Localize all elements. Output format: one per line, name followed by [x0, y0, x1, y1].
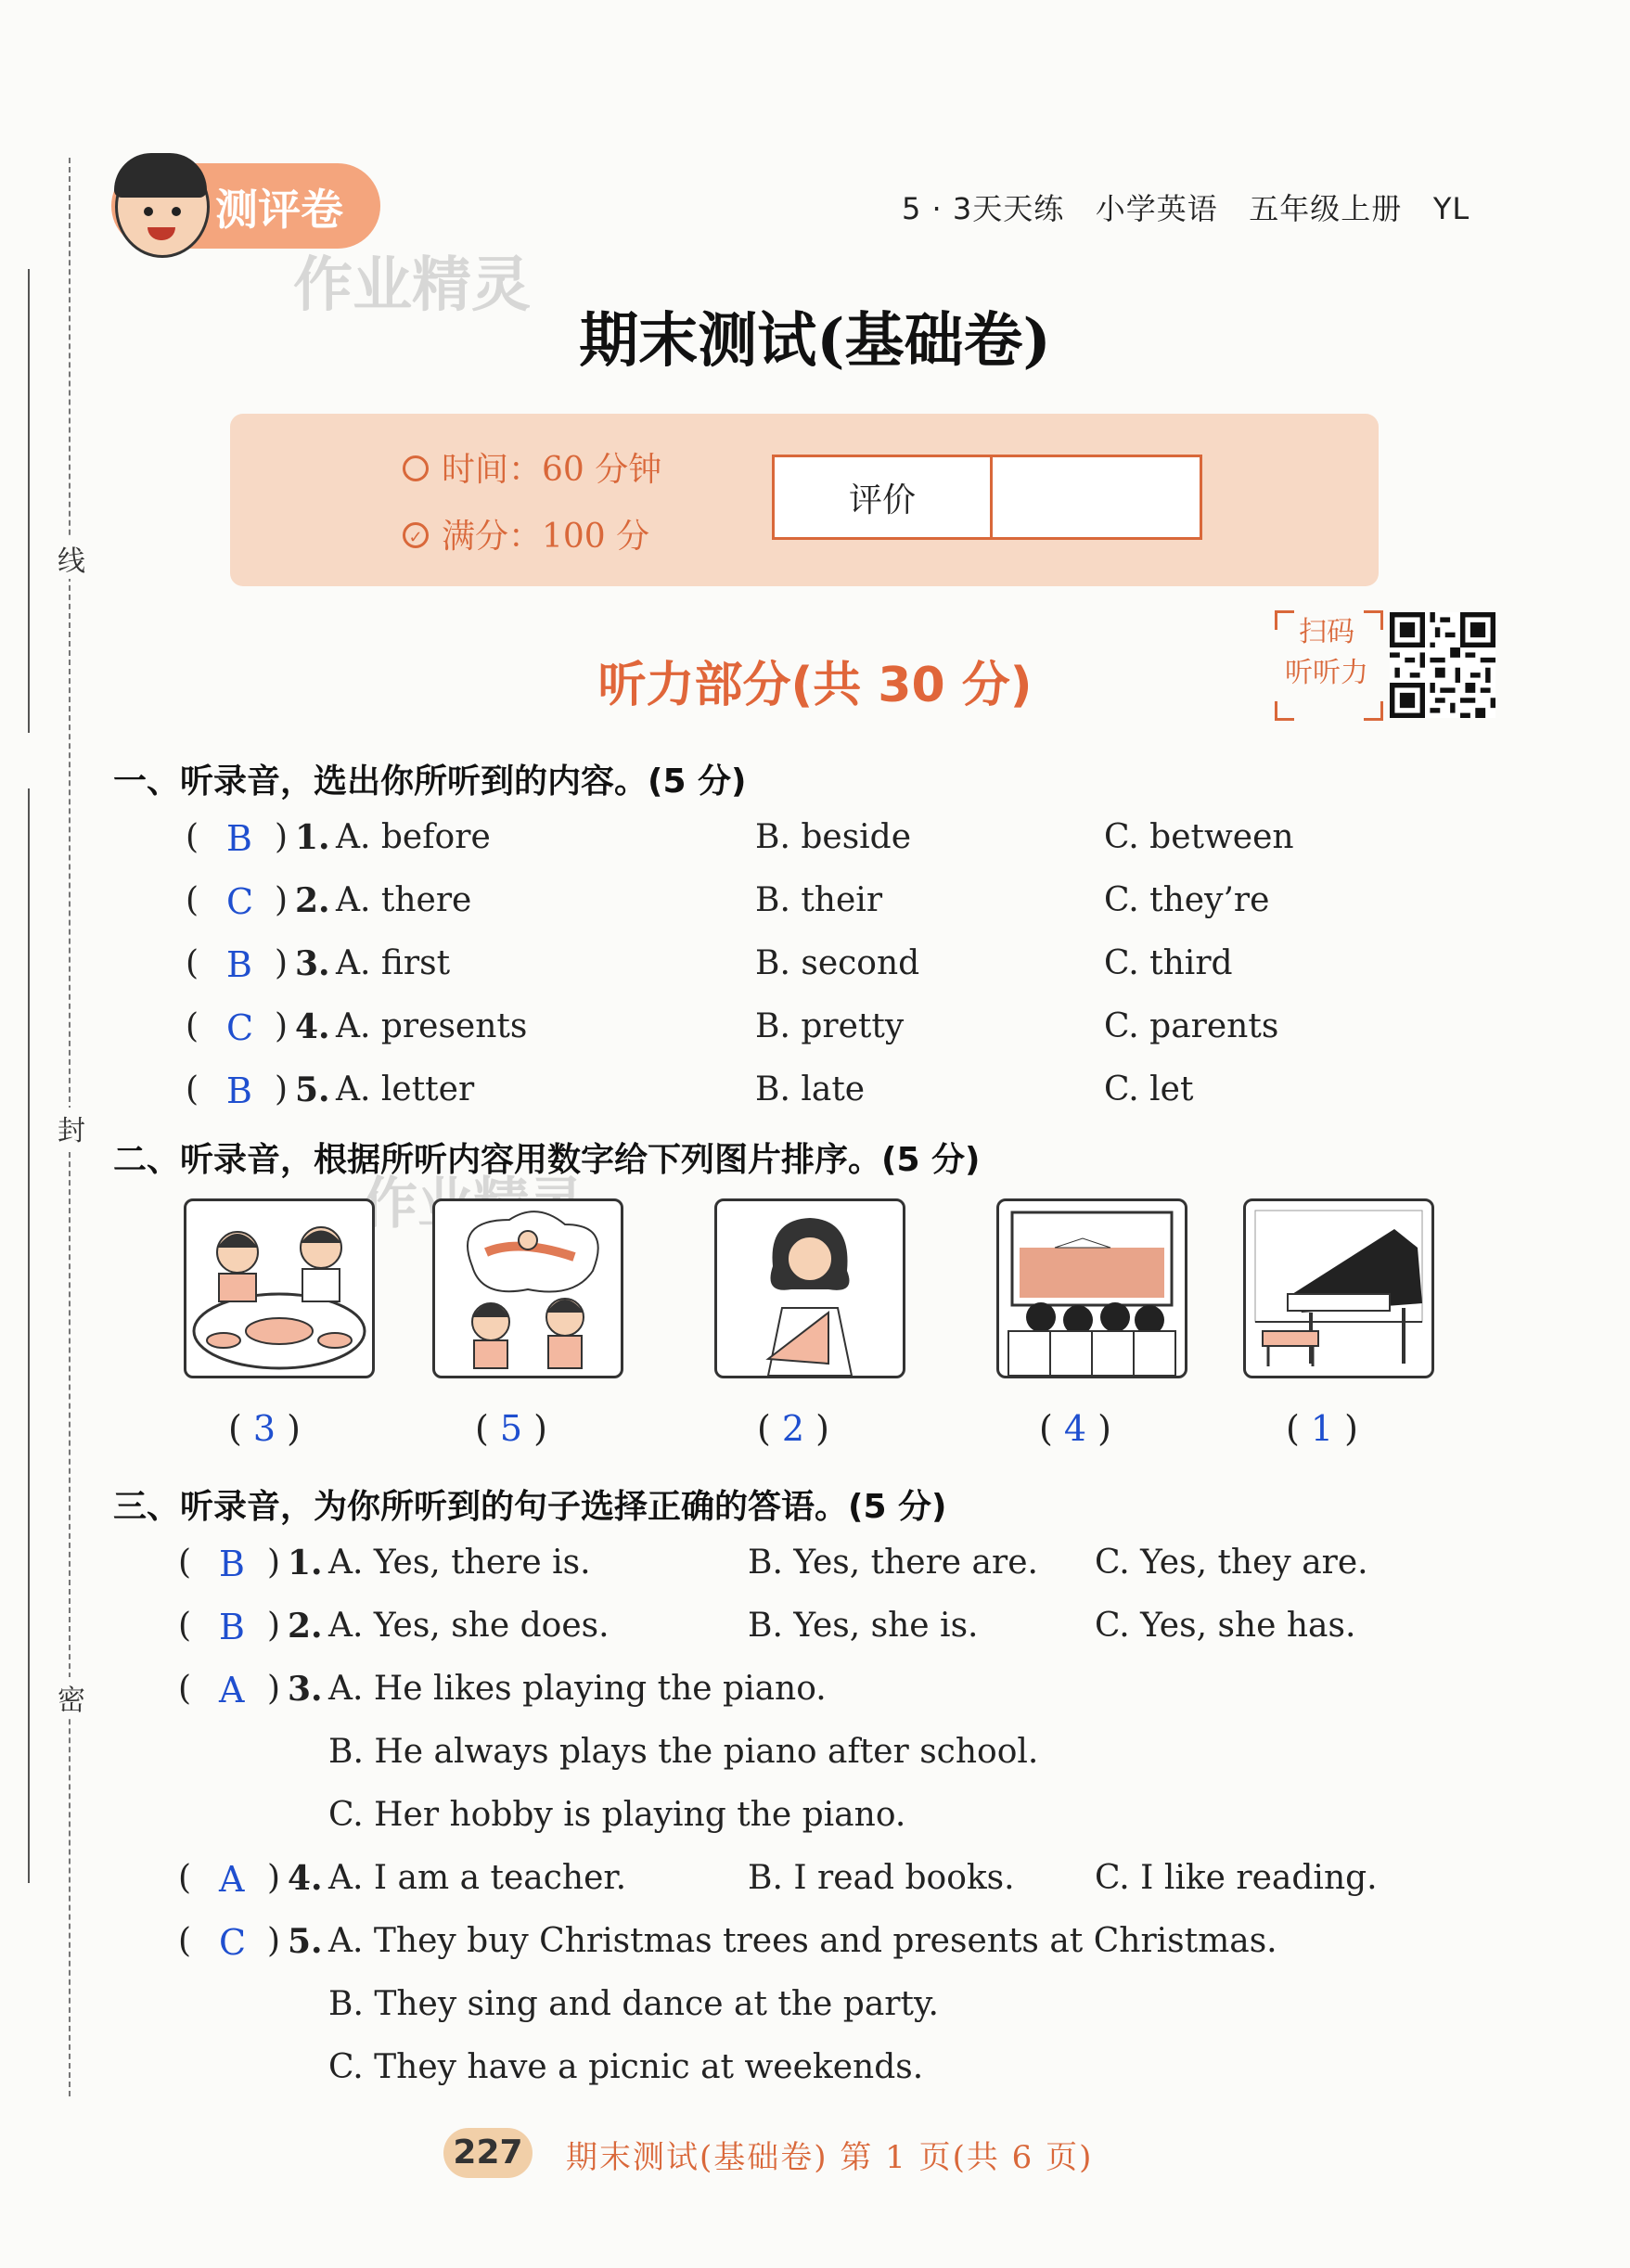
score-row: [403, 510, 649, 557]
score-text: 满分：100 分: [442, 518, 650, 556]
picture-answer-5: ( 1 ): [1286, 1408, 1358, 1449]
qr-corner-tr: [1364, 610, 1383, 630]
item-number: 2.: [288, 1607, 323, 1646]
clock-icon: [403, 455, 429, 481]
evaluation-table: [772, 455, 1202, 540]
item-number: 1.: [288, 1544, 323, 1582]
part1-heading: 一、听录音，选出你所听到的内容。(5 分): [113, 762, 747, 801]
header-grade: 五年级上册: [1249, 191, 1403, 226]
item-number: 2.: [295, 881, 330, 920]
qr-code-icon[interactable]: [1390, 612, 1495, 718]
qr-corner-tl: [1275, 610, 1294, 630]
option-c: C. Yes, she has.: [1095, 1607, 1356, 1645]
part3-item-5: ( C ) 5. A. They buy Christmas trees and presents at Christmas.: [178, 1922, 1277, 1963]
picture-answer-4: ( 4 ): [1039, 1408, 1111, 1449]
part3-item-5-option-b: B. They sing and dance at the party.: [328, 1985, 939, 2023]
option-a: A. letter: [336, 1070, 475, 1108]
answer-blank[interactable]: 4: [1063, 1408, 1087, 1449]
header-edition: YL: [1432, 191, 1470, 226]
option-c: C. they’re: [1104, 881, 1270, 919]
watermark: 作业精灵: [293, 251, 531, 320]
option-b: B. I read books.: [748, 1859, 1015, 1897]
answer-blank[interactable]: 3: [252, 1408, 276, 1449]
option-c: C. parents: [1104, 1007, 1279, 1045]
option-a: A. presents: [336, 1007, 528, 1045]
item-number: 3.: [288, 1670, 323, 1709]
qr-corner-br: [1364, 701, 1383, 721]
picture-cinema: [996, 1198, 1187, 1378]
header-series: 5 · 3天天练: [902, 191, 1065, 226]
option-b: B. second: [755, 944, 920, 982]
time-row: [403, 443, 661, 491]
option-b: B. beside: [755, 818, 912, 856]
option-c: C. third: [1104, 944, 1233, 982]
margin-char-2: 封: [58, 1108, 85, 1148]
option-b: B. Yes, she is.: [748, 1607, 979, 1645]
page-title: 期末测试(基础卷): [579, 306, 1051, 376]
part3-item-4: ( A ) 4. A. I am a teacher. B. I read books. C. I like reading.: [178, 1859, 1378, 1900]
answer-blank[interactable]: B: [226, 944, 252, 985]
picture-girl-drawing: [714, 1198, 905, 1378]
answer-blank[interactable]: C: [226, 881, 254, 922]
page-number: 227: [443, 2128, 533, 2178]
margin-line-mid: [28, 788, 30, 1883]
part2-heading: 二、听录音，根据所听内容用数字给下列图片排序。(5 分): [113, 1141, 981, 1179]
answer-blank[interactable]: B: [226, 818, 252, 859]
header-info: [902, 186, 1470, 228]
option-a: A. first: [336, 944, 451, 982]
part3-item-5-option-c: C. They have a picnic at weekends.: [328, 2048, 924, 2086]
answer-blank[interactable]: A: [219, 1670, 245, 1711]
option-a: A. before: [336, 818, 491, 856]
option-a: A. I am a teacher.: [328, 1859, 627, 1897]
item-number: 1.: [295, 818, 330, 857]
qr-label-line2: 听听力: [1285, 657, 1368, 689]
answer-blank[interactable]: C: [226, 1007, 254, 1048]
badge-label: 测评卷: [215, 185, 343, 235]
header-subject: 小学英语: [1095, 191, 1218, 226]
option-c: C. Yes, they are.: [1095, 1544, 1368, 1582]
time-text: 时间：60 分钟: [442, 451, 662, 489]
answer-blank[interactable]: B: [226, 1070, 252, 1111]
option-a: A. He likes playing the piano.: [328, 1670, 827, 1708]
item-number: 4.: [295, 1007, 330, 1046]
answer-blank[interactable]: A: [219, 1859, 245, 1900]
margin-char-1: 线: [58, 538, 85, 579]
answer-blank[interactable]: 1: [1310, 1408, 1334, 1449]
option-a: A. They buy Christmas trees and presents at Christmas.: [328, 1922, 1277, 1960]
listening-heading: 听力部分(共 30 分): [597, 658, 1033, 713]
part1-item-1: ( B ) 1. A. before B. beside C. between: [186, 818, 1294, 859]
option-b: B. their: [755, 881, 883, 919]
item-number: 5.: [288, 1922, 323, 1961]
part1-item-5: ( B ) 5. A. letter B. late C. let: [186, 1070, 1194, 1111]
option-c: C. let: [1104, 1070, 1194, 1108]
qr-corner-bl: [1275, 701, 1294, 721]
answer-blank[interactable]: C: [219, 1922, 247, 1963]
option-b: B. late: [755, 1070, 866, 1108]
option-a: A. Yes, there is.: [328, 1544, 591, 1582]
part1-item-2: ( C ) 2. A. there B. their C. they’re: [186, 881, 1270, 922]
check-icon: ✓: [403, 522, 429, 548]
option-c: C. I like reading.: [1095, 1859, 1378, 1897]
option-b: B. pretty: [755, 1007, 905, 1045]
margin-char-3: 密: [58, 1677, 85, 1718]
item-number: 5.: [295, 1070, 330, 1109]
part3-item-3: ( A ) 3. A. He likes playing the piano.: [178, 1670, 827, 1711]
eval-field[interactable]: [993, 457, 1200, 537]
answer-blank[interactable]: 2: [781, 1408, 805, 1449]
picture-dream: [432, 1198, 623, 1378]
option-a: A. Yes, she does.: [328, 1607, 610, 1645]
part3-heading: 三、听录音，为你所听到的句子选择正确的答语。(5 分): [113, 1488, 947, 1526]
answer-blank[interactable]: B: [219, 1607, 245, 1647]
eval-label: 评价: [775, 457, 993, 537]
option-b: B. Yes, there are.: [748, 1544, 1038, 1582]
item-number: 4.: [288, 1859, 323, 1898]
part1-item-4: ( C ) 4. A. presents B. pretty C. parents: [186, 1007, 1279, 1048]
option-a: A. there: [336, 881, 472, 919]
part1-item-3: ( B ) 3. A. first B. second C. third: [186, 944, 1233, 985]
part3-item-1: ( B ) 1. A. Yes, there is. B. Yes, there are. C. Yes, they are.: [178, 1544, 1368, 1584]
footer-text: 期末测试(基础卷) 第 1 页(共 6 页): [566, 2139, 1094, 2176]
qr-label-line1: 扫码: [1299, 616, 1354, 648]
picture-dinner: [184, 1198, 375, 1378]
part3-item-3-option-c: C. Her hobby is playing the piano.: [328, 1796, 906, 1834]
option-c: C. between: [1104, 818, 1294, 856]
cartoon-boy-icon: [115, 156, 210, 258]
picture-piano: [1243, 1198, 1434, 1378]
picture-answer-1: ( 3 ): [228, 1408, 301, 1449]
answer-blank[interactable]: 5: [499, 1408, 523, 1449]
picture-answer-3: ( 2 ): [757, 1408, 829, 1449]
part3-item-2: ( B ) 2. A. Yes, she does. B. Yes, she is. C. Yes, she has.: [178, 1607, 1356, 1647]
answer-blank[interactable]: B: [219, 1544, 245, 1584]
part3-item-3-option-b: B. He always plays the piano after school.: [328, 1733, 1039, 1771]
item-number: 3.: [295, 944, 330, 983]
picture-answer-2: ( 5 ): [475, 1408, 547, 1449]
